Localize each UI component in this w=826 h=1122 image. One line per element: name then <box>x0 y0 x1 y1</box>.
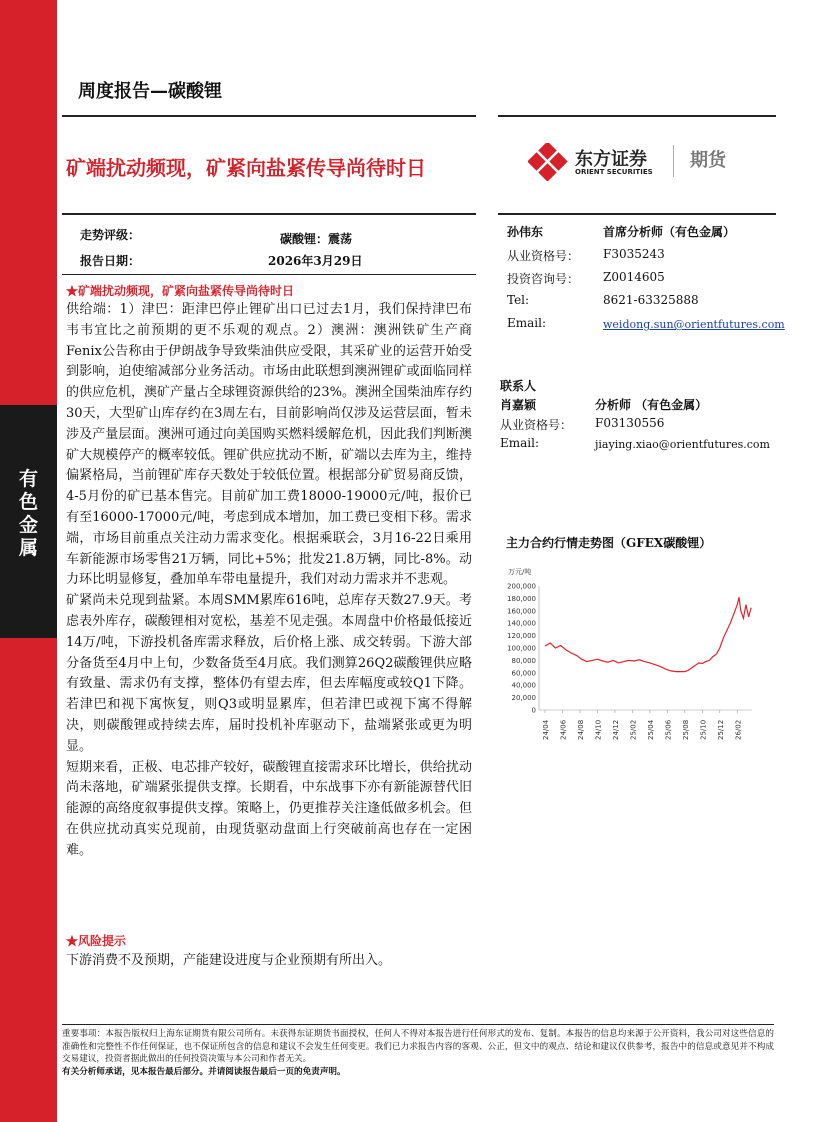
chart-x-tick-label: 25/04 <box>646 719 655 740</box>
contact-title: 分析师 （有色金属） <box>595 398 708 412</box>
chart-x-tick-label: 25/10 <box>699 719 708 740</box>
footer-notice: 有关分析师承诺，见本报告最后部分。并请阅读报告最后一页的免责声明。 <box>62 1066 346 1077</box>
chart-series-line <box>545 597 751 671</box>
chart-y-tick-label: 140,000 <box>507 619 536 628</box>
chart-y-tick-label: 200,000 <box>507 582 536 591</box>
chart-x-tick-label: 26/02 <box>734 719 743 740</box>
chart-x-tick-label: 25/12 <box>716 719 725 740</box>
paragraph-inventory: 矿紧尚未兑现到盐紧。本周SMM累库616吨，总库存天数27.9天。考虑表外库存，碳酸锂相对宽松，基差不见走强。本周盘中价格最低接近14万/吨，下游投机备库需求释放，后价格上涨、成交转弱。下游大部分备货至4月中上旬，少数备货至4月底。我们测算26Q2碳酸锂供应略有致量、需求仍有支撑，整体仍有望去库，但去库幅度或较Q1下降。若津巴和视下寓恢复，则Q3或明显累库，但若津巴或视下寓不得解决，则碳酸锂或持续去库，届时投机补库驱动下，盐端紧张或更为明显。 <box>66 593 472 754</box>
logo-english-name: ORIENT SECURITIES <box>575 168 653 176</box>
chart-x-tick-label: 24/06 <box>559 719 568 740</box>
analyst-name: 孙伟东 <box>507 225 544 239</box>
chart-y-tick-label: 160,000 <box>507 607 536 616</box>
paragraph-supply-demand: 供给端：1）津巴：距津巴停止锂矿出口已过去1月，我们保持津巴布韦韦宜比之前预期的更不乐观的观点。2）澳洲：澳洲铁矿生产商Fenix公告称由于伊朗战争导致柴油供应受限，其采矿业的运营开始受到影响，迫使缩减部分业务活动。市场由此联想到澳洲锂矿或面临同样的供应危机，澳矿产量占全球锂资源供给的23%。澳洲全国柴油库存约30天，大型矿山库存约在3周左右，目前影响尚仅涉及运营层面，暂未涉及产量层面。澳洲可通过向美国购买燃料缓解危机，因此我们判断澳矿大规模停产的概率较低。锂矿供应扰动不断，矿端以去库为主，维持偏紧格局，当前锂矿库存天数处于较低位置。根据部分矿贸易商反馈，4-5月份的矿已基本售完。目前矿加工费18000-19000元/吨，报价已有至16000-17000元/吨，考虑到成本增加，加工费已变相下移。需求端，市场目前重点关注动力需求变化。根据乘联会，3月16-22日乘用车新能源市场零售21万辆，同比+5%；批发21.8万辆，同比-8%。动力环比明显修复，叠加单车带电量提升，我们对动力需求并不悲观。 <box>66 302 472 588</box>
orient-logo-icon <box>528 143 568 181</box>
contact-name: 肖嘉颖 <box>500 398 537 412</box>
chart-x-tick-label: 25/06 <box>664 719 673 740</box>
chart-y-tick-label: 0 <box>531 706 536 715</box>
report-type: 周度报告—碳酸锂 <box>78 81 222 102</box>
report-body <box>66 300 472 862</box>
contact-qual-value: F03130556 <box>595 416 665 430</box>
report-headline: 矿端扰动频现，矿紧向盐紧传导尚待时日 <box>66 156 426 180</box>
section-title-risk: ★风险提示 <box>66 934 127 948</box>
chart-x-tick-label: 25/02 <box>629 719 638 740</box>
chart-y-tick-label: 20,000 <box>511 694 536 703</box>
footer-rule <box>62 1024 774 1025</box>
header-rule-right <box>498 115 776 117</box>
chart-x-tick-label: 25/08 <box>681 719 690 740</box>
rating-label: 走势评级： <box>80 228 141 242</box>
company-logo <box>528 143 763 181</box>
analyst-qual-value: F3035243 <box>603 247 665 261</box>
chart-y-tick-label: 120,000 <box>507 632 536 641</box>
price-chart <box>502 562 764 752</box>
analyst-qual-label: 从业资格号： <box>507 249 580 263</box>
chart-x-tick-label: 24/04 <box>542 719 550 740</box>
footer <box>62 1028 774 1078</box>
analyst-email-label: Email: <box>507 316 547 330</box>
chart-y-tick-label: 180,000 <box>507 594 536 603</box>
meta-bottom-rule <box>62 274 476 275</box>
date-value: 2026年3月29日 <box>268 254 363 268</box>
risk-text: 下游消费不及预期，产能建设进度与企业预期有所出入。 <box>66 953 392 968</box>
contact-heading: 联系人 <box>500 379 537 393</box>
analyst-invest-label: 投资咨询号： <box>507 272 580 286</box>
chart-x-tick-label: 24/10 <box>594 719 603 740</box>
analyst-title: 首席分析师（有色金属） <box>603 225 736 239</box>
logo-futures: 期货 <box>690 150 726 171</box>
chart-title: 主力合约行情走势图（GFEX碳酸锂） <box>506 536 712 550</box>
contact-email-value: jiaying.xiao@orientfutures.com <box>595 438 770 451</box>
logo-divider <box>673 145 674 177</box>
chart-x-tick-label: 24/12 <box>611 719 620 740</box>
contact-email-label: Email: <box>500 436 540 450</box>
section-title-main: ★矿端扰动频现，矿紧向盐紧传导尚待时日 <box>66 284 295 298</box>
rating-value: 碳酸锂：震荡 <box>280 232 353 246</box>
sector-label: 有 色 金 属 <box>18 468 38 559</box>
paragraph-outlook: 短期来看，正极、电芯排产较好，碳酸锂直接需求环比增长，供给扰动尚未落地，矿端紧张提供支撑。长期看，中东战事下亦有新能源替代旧能源的高络度叙事提供支撑。策略上，仍更推荐关注逢低做多机会。但在供应扰动真实兑现前，由现货驱动盘面上行突破前高也存在一定困难。 <box>66 759 472 858</box>
meta-rule-right <box>498 213 776 215</box>
chart-y-unit-label: 万元/吨 <box>508 568 532 576</box>
footer-disclaimer: 重要事项：本报告版权归上海东证期货有限公司所有。未获得东证期货书面授权，任何人不得对本报告进行任何形式的发布、复制。本报告的信息均来源于公开资料，我公司对这些信息的准确性和完整性不作任何保证，也不保证所包含的信息和建议不会发生任何变更。我们已力求报告内容的客观、公正，但文中的观点、结论和建议仅供参考，报告中的信息或意见并不构成交易建议，投资者据此做出的任何投资决策与本公司和作者无关。 <box>62 1029 774 1064</box>
date-label: 报告日期： <box>80 254 141 268</box>
chart-x-tick-label: 24/08 <box>576 719 585 740</box>
analyst-tel-label: Tel: <box>507 293 530 307</box>
chart-y-tick-label: 100,000 <box>507 644 536 653</box>
chart-y-tick-label: 60,000 <box>511 669 536 678</box>
chart-y-tick-label: 80,000 <box>511 656 536 665</box>
header-rule-left <box>62 115 476 117</box>
analyst-invest-value: Z0014605 <box>603 270 665 284</box>
chart-y-tick-label: 40,000 <box>511 681 536 690</box>
analyst-email-link[interactable]: weidong.sun@orientfutures.com <box>603 318 785 331</box>
meta-rule-left <box>62 213 476 215</box>
analyst-tel-value: 8621-63325888 <box>603 293 699 307</box>
logo-chinese-name: 东方证券 <box>575 149 647 170</box>
contact-qual-label: 从业资格号： <box>500 418 573 432</box>
